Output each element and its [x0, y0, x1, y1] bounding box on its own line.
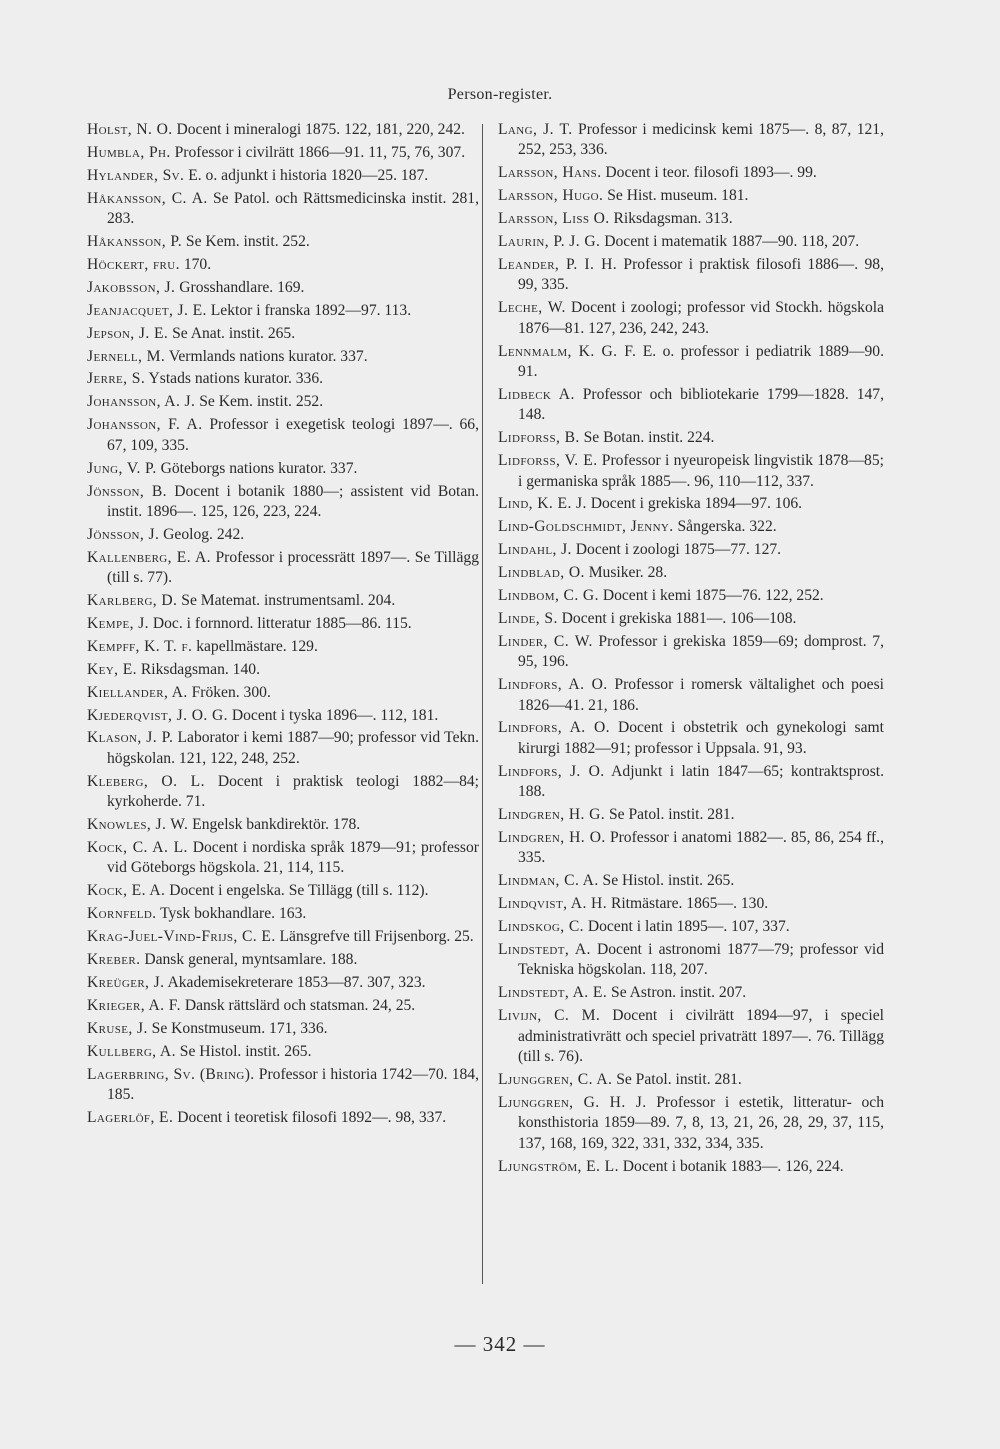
entry-text: Se Anat. instit. 265.: [172, 324, 296, 342]
entry-name: Humbla, Ph.: [87, 143, 171, 161]
entry-name: Key, E.: [87, 660, 137, 678]
entry-name: Jönsson, B.: [87, 482, 167, 500]
register-entry: [87, 706, 479, 726]
entry-name: Larsson, Liss O.: [498, 210, 610, 228]
entry-name: Kiellander, A.: [87, 683, 188, 701]
register-entry: [498, 342, 884, 383]
entry-text: Doc. i fornnord. litteratur 1885—86. 115.: [152, 614, 412, 632]
entry-text: Se Kem. instit. 252.: [185, 233, 310, 251]
entry-text: Docent i botanik 1883—. 126, 224.: [622, 1157, 844, 1175]
register-entry: [87, 838, 479, 879]
entry-text: 170.: [183, 255, 212, 273]
entry-text: Engelsk bankdirektör. 178.: [192, 816, 361, 834]
register-entry: [87, 996, 479, 1016]
entry-text: Se Patol. instit. 281.: [608, 806, 735, 824]
register-entry: [87, 189, 479, 230]
entry-text: Se Matemat. instrumentsaml. 204.: [181, 592, 396, 610]
register-entry: [87, 591, 479, 611]
entry-text: Docent i astronomi 1877—79; professor vid Tekniska högskolan. 118, 207.: [518, 941, 885, 979]
column-divider: [482, 124, 483, 1284]
entry-text: Fröken. 300.: [191, 683, 271, 701]
register-entry: [87, 614, 479, 634]
entry-text: Akademisekreterare 1853—87. 307, 323.: [167, 973, 426, 991]
register-entry: [498, 494, 884, 514]
register-entry: [87, 881, 479, 901]
entry-text: Se Histol. instit. 265.: [602, 872, 735, 890]
register-entry: [87, 255, 479, 275]
entry-name: Håkansson, P.: [87, 233, 182, 251]
register-entry: [498, 540, 884, 560]
entry-text: Docent i praktisk teologi 1882—84; kyrkoherde. 71.: [107, 772, 479, 811]
entry-text: Tysk bokhandlare. 163.: [160, 905, 307, 923]
entry-text: Se Patol. instit. 281.: [616, 1070, 742, 1088]
entry-name: Håkansson, C. A.: [87, 189, 208, 207]
entry-name: Lennmalm, K. G. F.: [498, 342, 637, 360]
entry-name: Kleberg, O. L.: [87, 772, 205, 790]
entry-name: Kreüger, J.: [87, 973, 165, 991]
entry-name: Lindstedt, A.: [498, 941, 591, 959]
register-column-left: [87, 120, 479, 1131]
entry-text: Grosshandlare. 169.: [179, 278, 305, 296]
register-entry: [498, 762, 884, 803]
register-entry: [87, 1019, 479, 1039]
register-entry: [87, 278, 479, 298]
entry-text: Docent i engelska. Se Tillägg (till s. 112).: [169, 882, 429, 900]
entry-text: Docent i matematik 1887—90. 118, 207.: [604, 233, 860, 251]
register-entry: [87, 525, 479, 545]
register-entry: [87, 324, 479, 344]
entry-text: Se Patol. och Rättsmedicinska instit. 281, 283.: [107, 189, 480, 228]
entry-text: Professor i estetik, litteratur- och konsthistoria 1859—89. 7, 8, 13, 21, 26, 28, 29, 37, 115, 137, 168, 169, 322, 331, 332, 334, 335.: [518, 1093, 885, 1152]
register-column-right: [498, 120, 884, 1180]
entry-name: Knowles, J. W.: [87, 816, 189, 834]
entry-text: Ystads nations kurator. 336.: [148, 370, 324, 388]
entry-text: Docent i nordiska språk 1879—91; professor vid Göteborgs högskola. 21, 114, 115.: [107, 839, 479, 877]
entry-name: Ljunggren, C. A.: [498, 1070, 613, 1088]
entry-name: Leander, P. I. H.: [498, 255, 618, 273]
entry-name: Lindfors, J. O.: [498, 762, 605, 780]
entry-text: Lektor i franska 1892—97. 113.: [210, 301, 412, 319]
entry-text: Docent i tyska 1896—. 112, 181.: [231, 706, 439, 724]
entry-name: Lidforss, V. E.: [498, 452, 598, 470]
entry-text: Docent i obstetrik och gynekologi samt kirurgi 1882—91; professor i Uppsala. 91, 93.: [518, 719, 884, 757]
entry-name: Jernell, M.: [87, 347, 166, 365]
entry-name: Larsson, Hans.: [498, 164, 602, 182]
entry-text: Docent i zoologi; professor vid Stockh. högskola 1876—81. 127, 236, 242, 243.: [518, 299, 885, 337]
entry-text: Docent i latin 1895—. 107, 337.: [587, 918, 790, 936]
register-entry: [498, 563, 884, 583]
entry-text: Docent i kemi 1875—76. 122, 252.: [602, 587, 824, 605]
entry-name: Jung, V. P.: [87, 459, 157, 477]
entry-name: Ljungström, E. L.: [498, 1157, 619, 1175]
entry-text: Docent i zoologi 1875—77. 127.: [575, 541, 782, 559]
register-entry: [498, 894, 884, 914]
entry-text: kapellmästare. 129.: [196, 637, 318, 655]
register-entry: [498, 255, 884, 296]
register-entry: [498, 917, 884, 937]
entry-name: Laurin, P. J. G.: [498, 233, 601, 251]
register-entry: [87, 1042, 479, 1062]
entry-name: Lindfors, A. O.: [498, 719, 610, 737]
entry-name: Lindfors, A. O.: [498, 676, 608, 694]
register-entry: [498, 451, 884, 492]
entry-text: Vermlands nations kurator. 337.: [168, 347, 368, 365]
entry-text: Professor i medicinsk kemi 1875—. 8, 87, 121, 252, 253, 336.: [518, 121, 884, 159]
entry-text: Göteborgs nations kurator. 337.: [160, 459, 358, 477]
entry-name: Jeanjacquet, J. E.: [87, 301, 207, 319]
entry-name: Kock, C. A. L.: [87, 839, 188, 856]
entry-text: E. o. adjunkt i historia 1820—25. 187.: [188, 166, 429, 184]
entry-name: Kruse, J.: [87, 1019, 148, 1037]
entry-name: Krag-Juel-Vind-Frijs, C. E.: [87, 928, 276, 946]
register-entry: [87, 232, 479, 252]
register-entry: [498, 586, 884, 606]
entry-text: Laborator i kemi 1887—90; professor vid Tekn. högskolan. 121, 122, 248, 252.: [107, 729, 480, 767]
register-entry: [87, 660, 479, 680]
entry-text: Docent i mineralogi 1875. 122, 181, 220, 242.: [176, 121, 465, 138]
entry-name: Holst, N. O.: [87, 121, 173, 138]
entry-text: Professor i civilrätt 1866—91. 11, 75, 76, 307.: [174, 143, 466, 161]
entry-name: Lidforss, B.: [498, 429, 580, 447]
entry-text: Professor i historia 1742—70. 184, 185.: [107, 1065, 480, 1103]
register-entry: [87, 683, 479, 703]
entry-text: Geolog. 242.: [163, 525, 245, 543]
entry-name: Jönsson, J.: [87, 525, 160, 543]
entry-name: Lagerlöf, E.: [87, 1108, 174, 1126]
entry-text: Docent i grekiska 1881—. 106—108.: [561, 609, 797, 627]
register-entry: [87, 369, 479, 389]
entry-text: Docent i teoretisk filosofi 1892—. 98, 337.: [177, 1108, 447, 1126]
register-entry: [498, 871, 884, 891]
register-entry: [498, 120, 884, 161]
entry-text: Docent i botanik 1880—; assistent vid Botan. instit. 1896—. 125, 126, 223, 224.: [107, 482, 480, 520]
entry-text: Dansk general, myntsamlare. 188.: [144, 951, 358, 969]
register-entry: [498, 163, 884, 183]
register-entry: [498, 805, 884, 825]
entry-name: Lidbeck A.: [498, 385, 575, 403]
register-entry: [87, 482, 479, 523]
entry-text: Adjunkt i latin 1847—65; kontraktsprost. 188.: [518, 762, 884, 801]
entry-text: Musiker. 28.: [588, 564, 668, 582]
register-entry: [498, 609, 884, 629]
entry-name: Lindblad, O.: [498, 564, 585, 582]
entry-text: Riksdagsman. 140.: [140, 660, 260, 678]
entry-text: Riksdagsman. 313.: [613, 210, 733, 228]
running-header: Person-register.: [447, 86, 553, 103]
entry-text: Se Konstmuseum. 171, 336.: [151, 1019, 328, 1037]
entry-name: Lind, K. E. J.: [498, 495, 587, 513]
register-entry: [498, 940, 884, 981]
register-entry: [498, 385, 884, 426]
register-entry: [498, 517, 884, 537]
entry-name: Krieger, A. F.: [87, 996, 181, 1014]
entry-name: Höckert, fru.: [87, 255, 180, 273]
entry-name: Livijn, C. M.: [498, 1007, 601, 1025]
register-entry: [87, 1108, 479, 1128]
entry-text: Docent i grekiska 1894—97. 106.: [590, 495, 803, 513]
entry-name: Jerre, S.: [87, 370, 146, 388]
entry-name: Larsson, Hugo.: [498, 187, 604, 205]
entry-name: Lindskog, C.: [498, 918, 584, 936]
register-entry: [87, 392, 479, 412]
register-entry: [498, 718, 884, 759]
entry-text: Se Hist. museum. 181.: [607, 187, 749, 205]
entry-name: Lindgren, H. G.: [498, 806, 606, 824]
entry-text: Docent i civilrätt 1894—97, i speciel administrativrätt och speciel privaträtt 1897—. 76. Tillägg (till s. 76).: [518, 1007, 885, 1066]
register-entry: [498, 675, 884, 716]
register-entry: [498, 983, 884, 1003]
entry-text: Sångerska. 322.: [677, 518, 777, 536]
register-entry: [87, 973, 479, 993]
entry-text: Professor i exegetisk teologi 1897—. 66, 67, 109, 335.: [107, 416, 479, 454]
entry-name: Linder, C. W.: [498, 632, 593, 650]
entry-text: Ritmästare. 1865—. 130.: [610, 895, 769, 913]
entry-name: Lindqvist, A. H.: [498, 895, 608, 913]
entry-text: Docent i teor. filosofi 1893—. 99.: [605, 164, 817, 182]
entry-name: Lindbom, C. G.: [498, 587, 599, 605]
entry-name: Lindstedt, A. E.: [498, 984, 608, 1002]
entry-name: Lang, J. T.: [498, 121, 573, 138]
entry-name: Jakobsson, J.: [87, 278, 176, 296]
entry-name: Johansson, A. J.: [87, 393, 196, 411]
entry-name: Lindahl, J.: [498, 541, 572, 559]
entry-name: Johansson, F. A.: [87, 416, 203, 434]
register-entry: [498, 828, 884, 869]
register-entry: [498, 1006, 884, 1067]
entry-text: Professor i romersk vältalighet och poesi 1826—41. 21, 186.: [518, 676, 885, 714]
page-number: — 342 —: [454, 1332, 546, 1356]
register-entry: [87, 728, 479, 769]
register-entry: [498, 428, 884, 448]
register-entry: [498, 209, 884, 229]
entry-name: Kornfeld.: [87, 905, 157, 923]
entry-text: Dansk rättslärd och statsman. 24, 25.: [184, 996, 416, 1014]
entry-text: Se Botan. instit. 224.: [583, 429, 715, 447]
entry-name: Jepson, J. E.: [87, 324, 169, 342]
register-entry: [87, 415, 479, 456]
register-entry: [498, 186, 884, 206]
register-entry: [498, 232, 884, 252]
register-entry: [498, 632, 884, 673]
register-entry: [87, 347, 479, 367]
register-entry: [498, 1157, 884, 1177]
register-entry: [87, 548, 479, 589]
entry-name: Kreber.: [87, 951, 141, 969]
entry-text: Professor i grekiska 1859—69; domprost. 7, 95, 196.: [518, 632, 884, 671]
entry-name: Kempe, J.: [87, 614, 149, 632]
entry-text: Professor i processrätt 1897—. Se Tillägg (till s. 77).: [107, 548, 479, 587]
entry-name: Ljunggren, G. H. J.: [498, 1093, 647, 1111]
register-entry: [87, 815, 479, 835]
entry-name: Linde, S.: [498, 609, 558, 627]
register-entry: [87, 120, 479, 140]
register-entry: [87, 301, 479, 321]
entry-text: Professor i nyeuropeisk lingvistik 1878—85; i germaniska språk 1885—. 96, 110—112, 337.: [518, 452, 884, 490]
register-entry: [87, 459, 479, 479]
entry-text: Länsgrefve till Frijsenborg. 25.: [279, 928, 474, 946]
entry-name: Kallenberg, E. A.: [87, 548, 211, 566]
register-entry: [87, 1065, 479, 1106]
entry-text: E. o. professor i pediatrik 1889—90. 91.: [518, 342, 885, 380]
entry-text: Se Kem. instit. 252.: [199, 393, 324, 411]
entry-name: Kullberg, A.: [87, 1042, 176, 1060]
entry-text: Se Astron. instit. 207.: [611, 984, 747, 1002]
entry-name: Leche, W.: [498, 299, 566, 317]
register-entry: [87, 950, 479, 970]
register-entry: [87, 772, 479, 813]
register-entry: [87, 927, 479, 947]
register-entry: [87, 166, 479, 186]
register-entry: [87, 904, 479, 924]
entry-name: Kempff, K. T. f.: [87, 637, 193, 655]
register-entry: [498, 1070, 884, 1090]
entry-name: Lindman, C. A.: [498, 872, 599, 890]
entry-name: Hylander, Sv.: [87, 166, 185, 184]
entry-text: Professor och bibliotekarie 1799—1828. 147, 148.: [518, 385, 885, 424]
entry-text: Professor i anatomi 1882—. 85, 86, 254 ff., 335.: [518, 829, 884, 867]
entry-name: Lagerbring, Sv. (Bring).: [87, 1065, 255, 1083]
entry-name: Lind-Goldschmidt, Jenny.: [498, 518, 674, 536]
register-entry: [87, 637, 479, 657]
entry-name: Kjederqvist, J. O. G.: [87, 706, 228, 724]
entry-name: Lindgren, H. O.: [498, 829, 606, 846]
entry-name: Klason, J. P.: [87, 729, 174, 747]
register-entry: [498, 298, 884, 339]
entry-text: Se Histol. instit. 265.: [179, 1042, 312, 1060]
register-entry: [87, 143, 479, 163]
register-entry: [498, 1093, 884, 1154]
entry-name: Karlberg, D.: [87, 592, 178, 610]
entry-name: Kock, E. A.: [87, 882, 166, 900]
entry-text: Professor i praktisk filosofi 1886—. 98, 99, 335.: [518, 255, 884, 294]
